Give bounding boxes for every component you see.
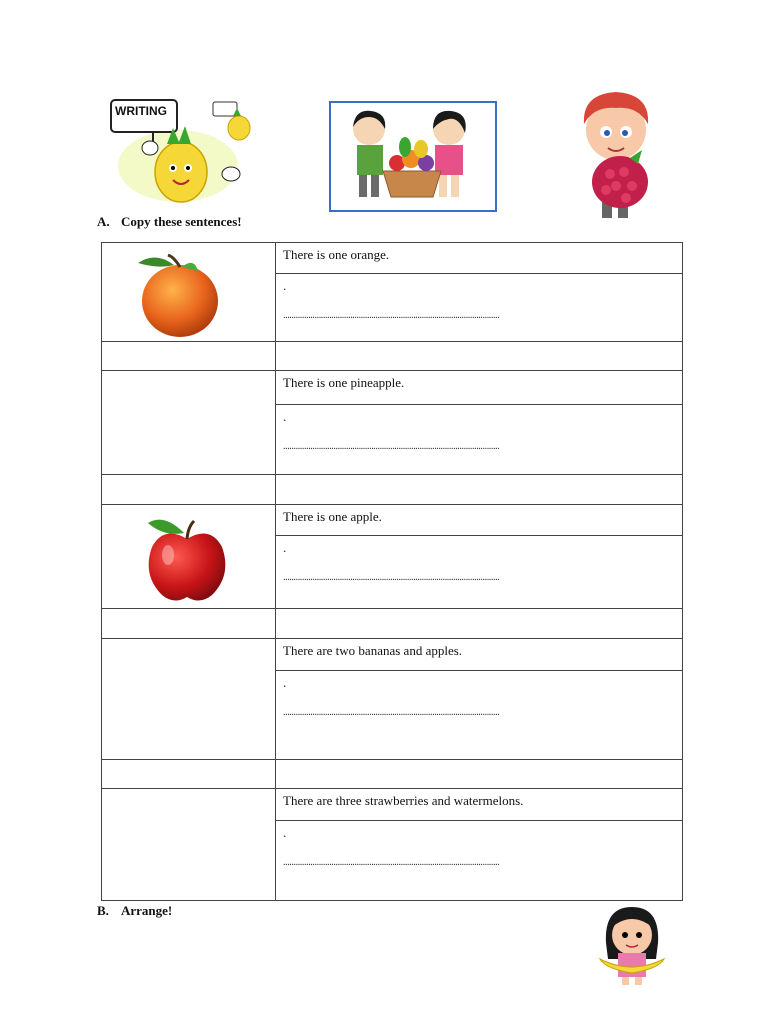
section-a-text: Copy these sentences! <box>121 214 242 229</box>
spacer-cell <box>276 475 683 505</box>
row4-dotted-line: ....................................................................................................... <box>283 707 500 718</box>
spacer-cell <box>102 609 276 639</box>
row2-dotted-line: ....................................................................................................... <box>283 441 500 452</box>
spacer-cell <box>276 342 683 371</box>
bananas-apples-image-cell <box>102 639 276 760</box>
row5-dot: . <box>283 825 287 840</box>
writing-sign-text: WRITING <box>115 104 167 118</box>
section-b-letter: B. <box>97 903 109 918</box>
row1-writing-area[interactable] <box>276 274 683 342</box>
row2-sentence: There is one pineapple. <box>276 371 683 405</box>
row3-dot: . <box>283 540 287 555</box>
spacer-cell <box>102 342 276 371</box>
row4-sentence: There are two bananas and apples. <box>276 639 683 671</box>
pineapple-writing-image <box>103 88 273 206</box>
row3-sentence: There is one apple. <box>276 505 683 536</box>
spacer-cell <box>102 475 276 505</box>
strawberries-watermelons-image-cell <box>102 789 276 901</box>
row4-dot: . <box>283 675 287 690</box>
row1-sentence: There is one orange. <box>276 243 683 274</box>
boy-raspberry-image <box>572 90 658 223</box>
row5-sentence: There are three strawberries and watermelons. <box>276 789 683 821</box>
apple-image-cell <box>102 505 276 609</box>
row1-dot: . <box>283 278 287 293</box>
row1-dotted-line: ....................................................................................................... <box>283 310 500 321</box>
row5-dotted-line: ....................................................................................................... <box>283 857 500 868</box>
row4-writing-area[interactable] <box>276 671 683 760</box>
row2-dot: . <box>283 409 287 424</box>
copy-sentences-table <box>101 242 683 901</box>
section-b-text: Arrange! <box>121 903 173 918</box>
section-a-letter: A. <box>97 214 110 229</box>
orange-icon <box>102 243 275 340</box>
pineapple-image-cell <box>102 371 276 475</box>
row2-writing-area[interactable] <box>276 405 683 475</box>
section-a-title <box>97 214 242 230</box>
spacer-cell <box>276 609 683 639</box>
orange-image-cell <box>102 243 276 342</box>
row3-writing-area[interactable] <box>276 536 683 609</box>
girl-banana-image <box>598 903 666 987</box>
spacer-cell <box>102 760 276 789</box>
kids-fruit-basket-image <box>329 101 497 212</box>
row3-dotted-line: ....................................................................................................... <box>283 572 500 583</box>
section-b-title <box>97 903 172 919</box>
spacer-cell <box>276 760 683 789</box>
row5-writing-area[interactable] <box>276 821 683 901</box>
apple-icon <box>102 505 275 608</box>
